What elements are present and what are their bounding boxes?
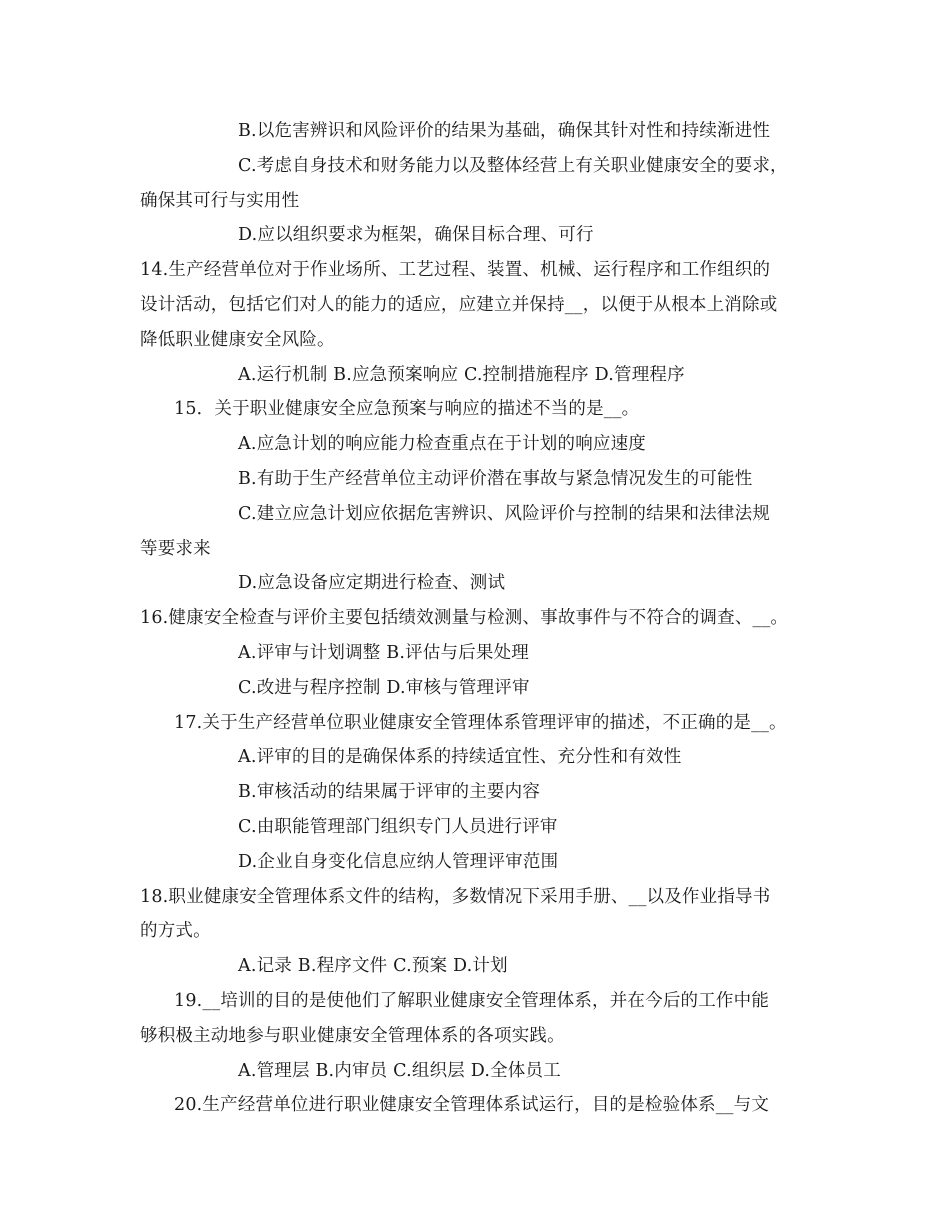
option-13-b: B.以危害辨识和风险评价的结果为基础，确保其针对性和持续渐进性 <box>238 121 771 141</box>
option-15-d: D.应急设备应定期进行检查、测试 <box>238 573 506 594</box>
question-15: 15．关于职业健康安全应急预案与响应的描述不当的是__。 <box>174 399 640 420</box>
option-17-b: B.审核活动的结果属于评审的主要内容 <box>238 782 541 803</box>
option-15-b: B.有助于生产经营单位主动评价潜在事故与紧急情况发生的可能性 <box>238 468 753 489</box>
option-17-a: A.评审的目的是确保体系的持续适宜性、充分性和有效性 <box>238 747 682 768</box>
document-body <box>140 114 820 1123</box>
options-16-cd: C.改进与程序控制 D.审核与管理评审 <box>238 677 530 698</box>
options-14: A.运行机制 B.应急预案响应 C.控制措施程序 D.管理程序 <box>238 364 685 385</box>
question-19: 19.__培训的目的是使他们了解职业健康安全管理体系，并在今后的工作中能 <box>174 990 770 1011</box>
option-15-a: A.应急计划的响应能力检查重点在于计划的响应速度 <box>238 434 646 455</box>
question-16: 16.健康安全检查与评价主要包括绩效测量与检测、事故事件与不符合的调查、__。 <box>140 608 789 629</box>
option-17-c: C.由职能管理部门组织专门人员进行评审 <box>238 816 558 837</box>
option-13-d: D.应以组织要求为框架，确保目标合理、可行 <box>238 225 594 246</box>
option-17-d: D.企业自身变化信息应纳人管理评审范围 <box>238 851 559 872</box>
question-14: 14.生产经营单位对于作业场所、工艺过程、装置、机械、运行程序和工作组织的 <box>140 260 771 281</box>
question-18: 18.职业健康安全管理体系文件的结构，多数情况下采用手册、__以及作业指导书 <box>140 886 771 907</box>
question-14-line-3: 降低职业健康安全风险。 <box>140 329 335 350</box>
option-13-c-continued: 确保其可行与实用性 <box>140 190 300 211</box>
options-16-ab: A.评审与计划调整 B.评估与后果处理 <box>238 642 529 663</box>
option-15-c-continued: 等要求来 <box>140 538 211 559</box>
options-19: A.管理层 B.内审员 C.组织层 D.全体员工 <box>238 1060 561 1081</box>
options-18: A.记录 B.程序文件 C.预案 D.计划 <box>238 956 508 977</box>
question-20: 20.生产经营单位进行职业健康安全管理体系试运行，目的是检验体系__与文 <box>174 1095 770 1116</box>
option-15-c: C.建立应急计划应依据危害辨识、风险评价与控制的结果和法律法规 <box>238 503 771 524</box>
question-19-line-2: 够积极主动地参与职业健康安全管理体系的各项实践。 <box>140 1025 565 1046</box>
question-14-line-2: 设计活动，包括它们对人的能力的适应，应建立并保持__，以便于从根本上消除或 <box>140 294 778 315</box>
question-18-line-2: 的方式。 <box>140 921 211 942</box>
question-17: 17.关于生产经营单位职业健康安全管理体系管理评审的描述，不正确的是__。 <box>174 712 787 733</box>
option-13-c: C.考虑自身技术和财务能力以及整体经营上有关职业健康安全的要求， <box>238 155 788 176</box>
